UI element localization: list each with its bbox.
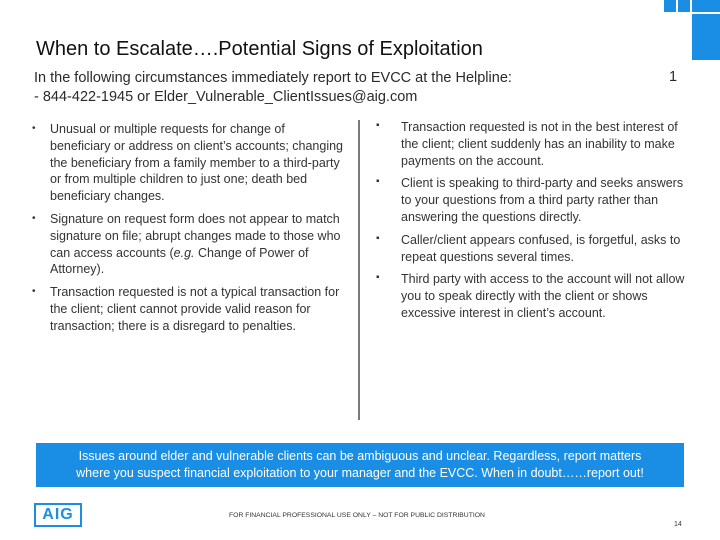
square-bullet-icon: ▪ [376,120,380,131]
right-bullet-list [376,119,686,328]
bullet-icon: • [32,123,36,134]
list-item [376,119,686,169]
list-item-text: Transaction requested is not in the best interest of the client; client suddenly has an inability to make payments on the account. [401,120,678,168]
list-item-text: Transaction requested is not a typical transaction for the client; client cannot provide valid reason for transaction; there is a disregard to penalties. [50,285,340,333]
list-item [32,121,347,205]
list-item [376,271,686,321]
left-bullet-list [32,121,347,341]
square-bullet-icon: ▪ [376,176,380,188]
intro-line-1: In the following circumstances immediately report to EVCC at the Helpline: [34,70,512,86]
list-item-text-part: Change of Power of Attorney). [50,245,309,277]
corner-tile [692,14,720,60]
list-item-text: Third party with access to the account will not allow you to speak directly with the client or shows excessive interest in client’s account. [401,272,685,320]
list-item-text-italic: e.g. [173,245,195,260]
list-item-text-part: Signature on request form does not appear to match signature on file; abrupt changes made to those who can access accounts ( [50,211,341,260]
list-item [376,175,686,225]
corner-tile [692,0,720,12]
corner-tile [678,0,690,12]
list-item-text [50,212,340,276]
bullet-icon: • [32,212,36,224]
footer-disclaimer: FOR FINANCIAL PROFESSIONAL USE ONLY – NOT FOR PUBLIC DISTRIBUTION [229,512,485,519]
list-item [32,284,347,334]
square-bullet-icon: ▪ [376,272,380,284]
corner-tile-graphic [660,0,720,60]
callout-line-1: Issues around elder and vulnerable clients can be ambiguous and unclear. Regardless, report matters [78,449,642,463]
square-bullet-icon: ▪ [376,232,380,244]
corner-tile [664,0,676,12]
intro-number: 1 [669,69,678,85]
intro-line-2-contact: - 844-422-1945 or Elder_Vulnerable_ClientIssues@aig.com [34,89,418,105]
bullet-icon: • [32,286,36,298]
list-item-text: Unusual or multiple requests for change of beneficiary or address on client’s accounts; changing the beneficiary from a family member to a third-party or from multiple children to just one; death bed beneficiary changes. [50,122,343,204]
column-divider [358,120,360,420]
list-item [376,232,686,266]
callout-banner [36,443,684,487]
list-item-text: Client is speaking to third-party and seeks answers to your questions from a third party rather than answering the questions directly. [401,176,684,224]
callout-line-2: where you suspect financial exploitation to your manager and the EVCC. When in doubt……report out! [76,466,644,480]
list-item [32,211,347,278]
page-title: When to Escalate….Potential Signs of Exploitation [36,38,483,60]
page-number: 14 [674,521,682,528]
list-item-text: Caller/client appears confused, is forgetful, asks to repeat questions several times. [401,232,681,264]
intro-text [34,69,634,107]
aig-logo: AIG [34,503,82,527]
